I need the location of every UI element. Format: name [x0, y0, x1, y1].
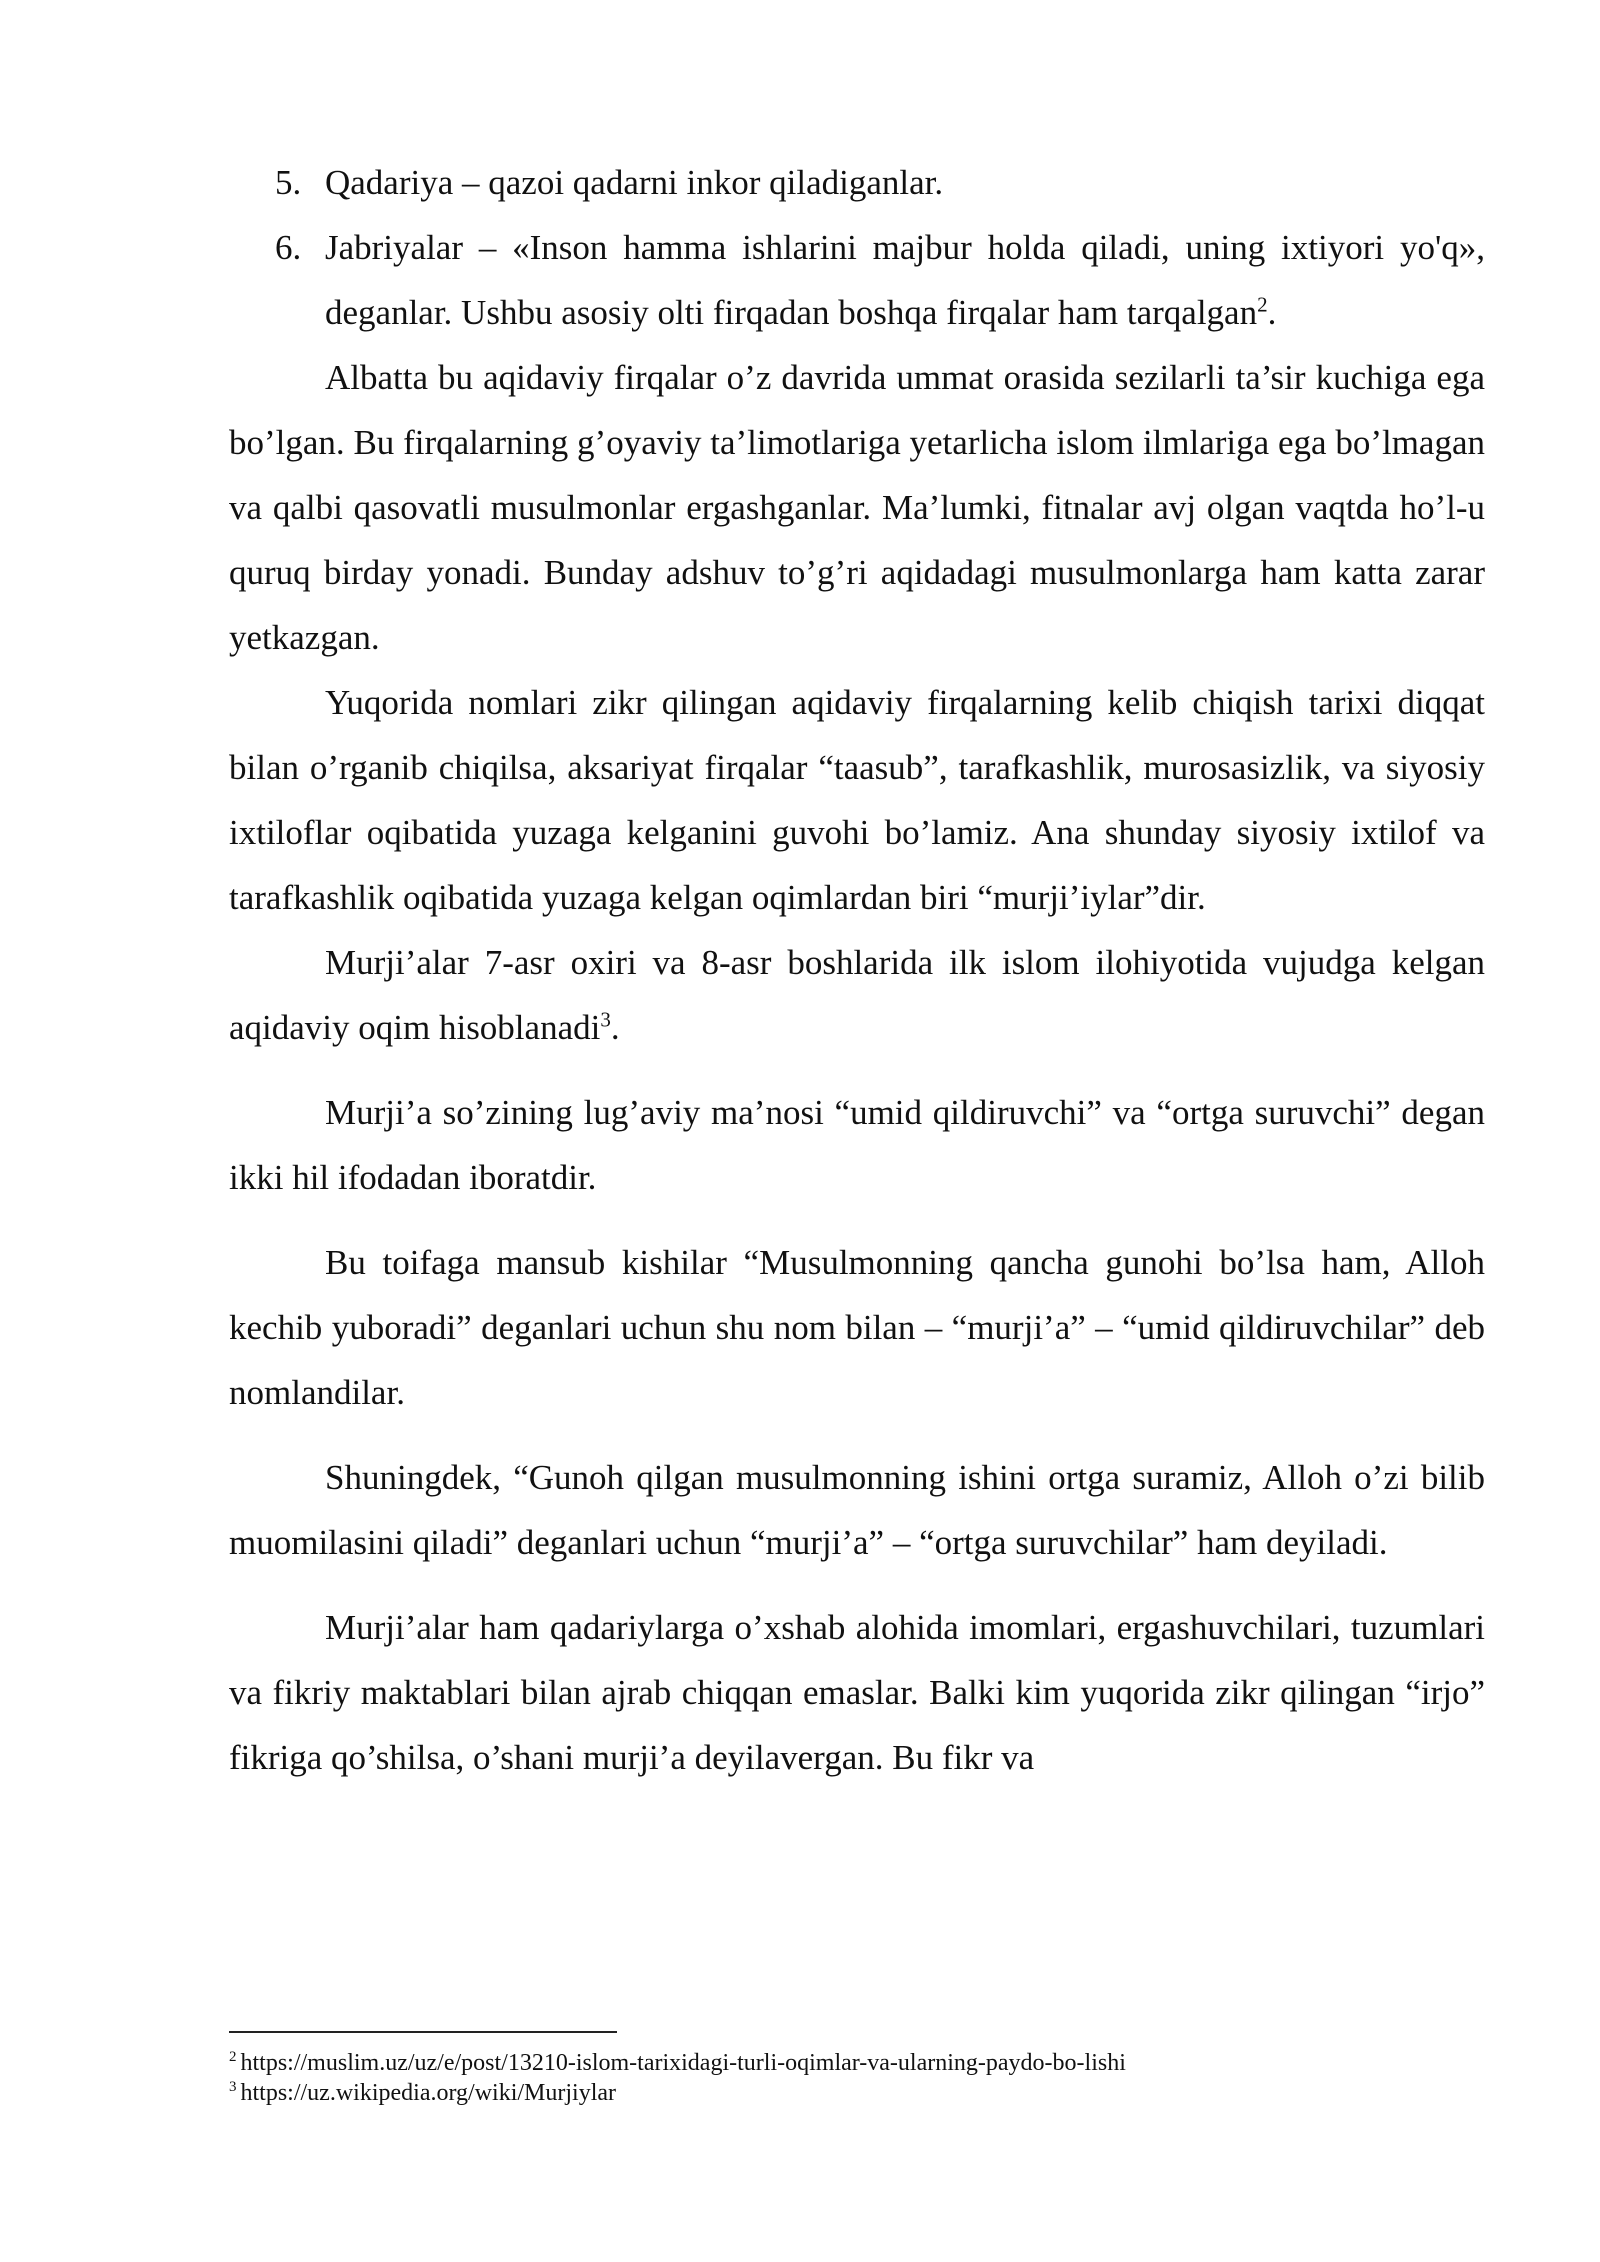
list-number: 5. — [275, 163, 302, 202]
list-number: 6. — [275, 228, 302, 267]
paragraph-end: . — [610, 1008, 620, 1047]
list-text-end: . — [1267, 293, 1277, 332]
list-text-body: Jabriyalar – «Inson hamma ishlarini majbur holda qiladi, uning ixtiyori yo'q», deganlar. Ushbu asosiy olti firqadan boshqa firqalar ham tarqalgan — [325, 228, 1485, 332]
paragraph: Bu toifaga mansub kishilar “Musulmonning qancha gunohi bo’lsa ham, Alloh kechib yuboradi” deganlari uchun shu nom bilan – “murji’a” – “umid qildiruvchilar” deb nomlandilar. — [229, 1243, 1485, 1412]
main-text — [229, 150, 1485, 1790]
footnote-ref[interactable]: 3 — [600, 1007, 611, 1032]
paragraph: Yuqorida nomlari zikr qilingan aqidaviy firqalarning kelib chiqish tarixi diqqat bilan o’rganib chiqilsa, aksariyat firqalar “taasub”, tarafkashlik, murosasizlik, va siyosiy ixtiloflar oqibatida yuzaga kelganini guvohi bo’lamiz. Ana shunday siyosiy ixtilof va tarafkashlik oqibatida yuzaga kelgan oqimlardan biri “murji’iylar”dir. — [229, 683, 1485, 917]
list-text — [325, 215, 1485, 345]
paragraph-text: Murji’alar 7-asr oxiri va 8-asr boshlarida ilk islom ilohiyotida vujudga kelgan aqidaviy oqim hisoblanadi — [229, 943, 1485, 1047]
list-text: Qadariya – qazoi qadarni inkor qiladiganlar. — [325, 163, 944, 202]
footnote-ref[interactable]: 2 — [1257, 292, 1268, 317]
footnotes — [229, 2048, 1485, 2108]
footnote-link[interactable]: https://uz.wikipedia.org/wiki/Murjiylar — [240, 2080, 617, 2106]
footnote-separator — [229, 2031, 617, 2033]
paragraph: Murji’a so’zining lug’aviy ma’nosi “umid qildiruvchi” va “ortga suruvchi” degan ikki hil ifodadan iboratdir. — [229, 1093, 1485, 1197]
list-item-6 — [229, 215, 1485, 345]
paragraph: Shuningdek, “Gunoh qilgan musulmonning ishini ortga suramiz, Alloh o’zi bilib muomilasini qiladi” deganlari uchun “murji’a” – “ortga suruvchilar” ham deyiladi. — [229, 1458, 1485, 1562]
footnote-2 — [229, 2048, 1485, 2078]
paragraph: Albatta bu aqidaviy firqalar o’z davrida ummat orasida sezilarli ta’sir kuchiga ega bo’lgan. Bu firqalarning g’oyaviy ta’limotlariga yetarlicha islom ilmlariga ega bo’lmagan va qalbi qasovatli musulmonlar ergashganlar. Ma’lumki, fitnalar avj olgan vaqtda ho’l-u quruq birday yonadi. Bunday adshuv to’g’ri aqidadagi musulmonlarga ham katta zarar yetkazgan. — [229, 358, 1485, 657]
footnote-number: 3 — [229, 2079, 237, 2095]
footnote-link[interactable]: https://muslim.uz/uz/e/post/13210-islom-tarixidagi-turli-oqimlar-va-ularning-paydo-bo-lishi — [240, 2050, 1126, 2076]
paragraph — [229, 930, 1485, 1060]
paragraph: Murji’alar ham qadariylarga o’xshab alohida imomlari, ergashuvchilari, tuzumlari va fikriy maktablari bilan ajrab chiqqan emaslar. Balki kim yuqorida zikr qilingan “irjo” fikriga qo’shilsa, o’shani murji’a deyilavergan. Bu fikr va — [229, 1608, 1485, 1777]
list-item-5 — [229, 150, 1485, 215]
footnote-number: 2 — [229, 2049, 237, 2065]
footnote-3 — [229, 2078, 1485, 2108]
